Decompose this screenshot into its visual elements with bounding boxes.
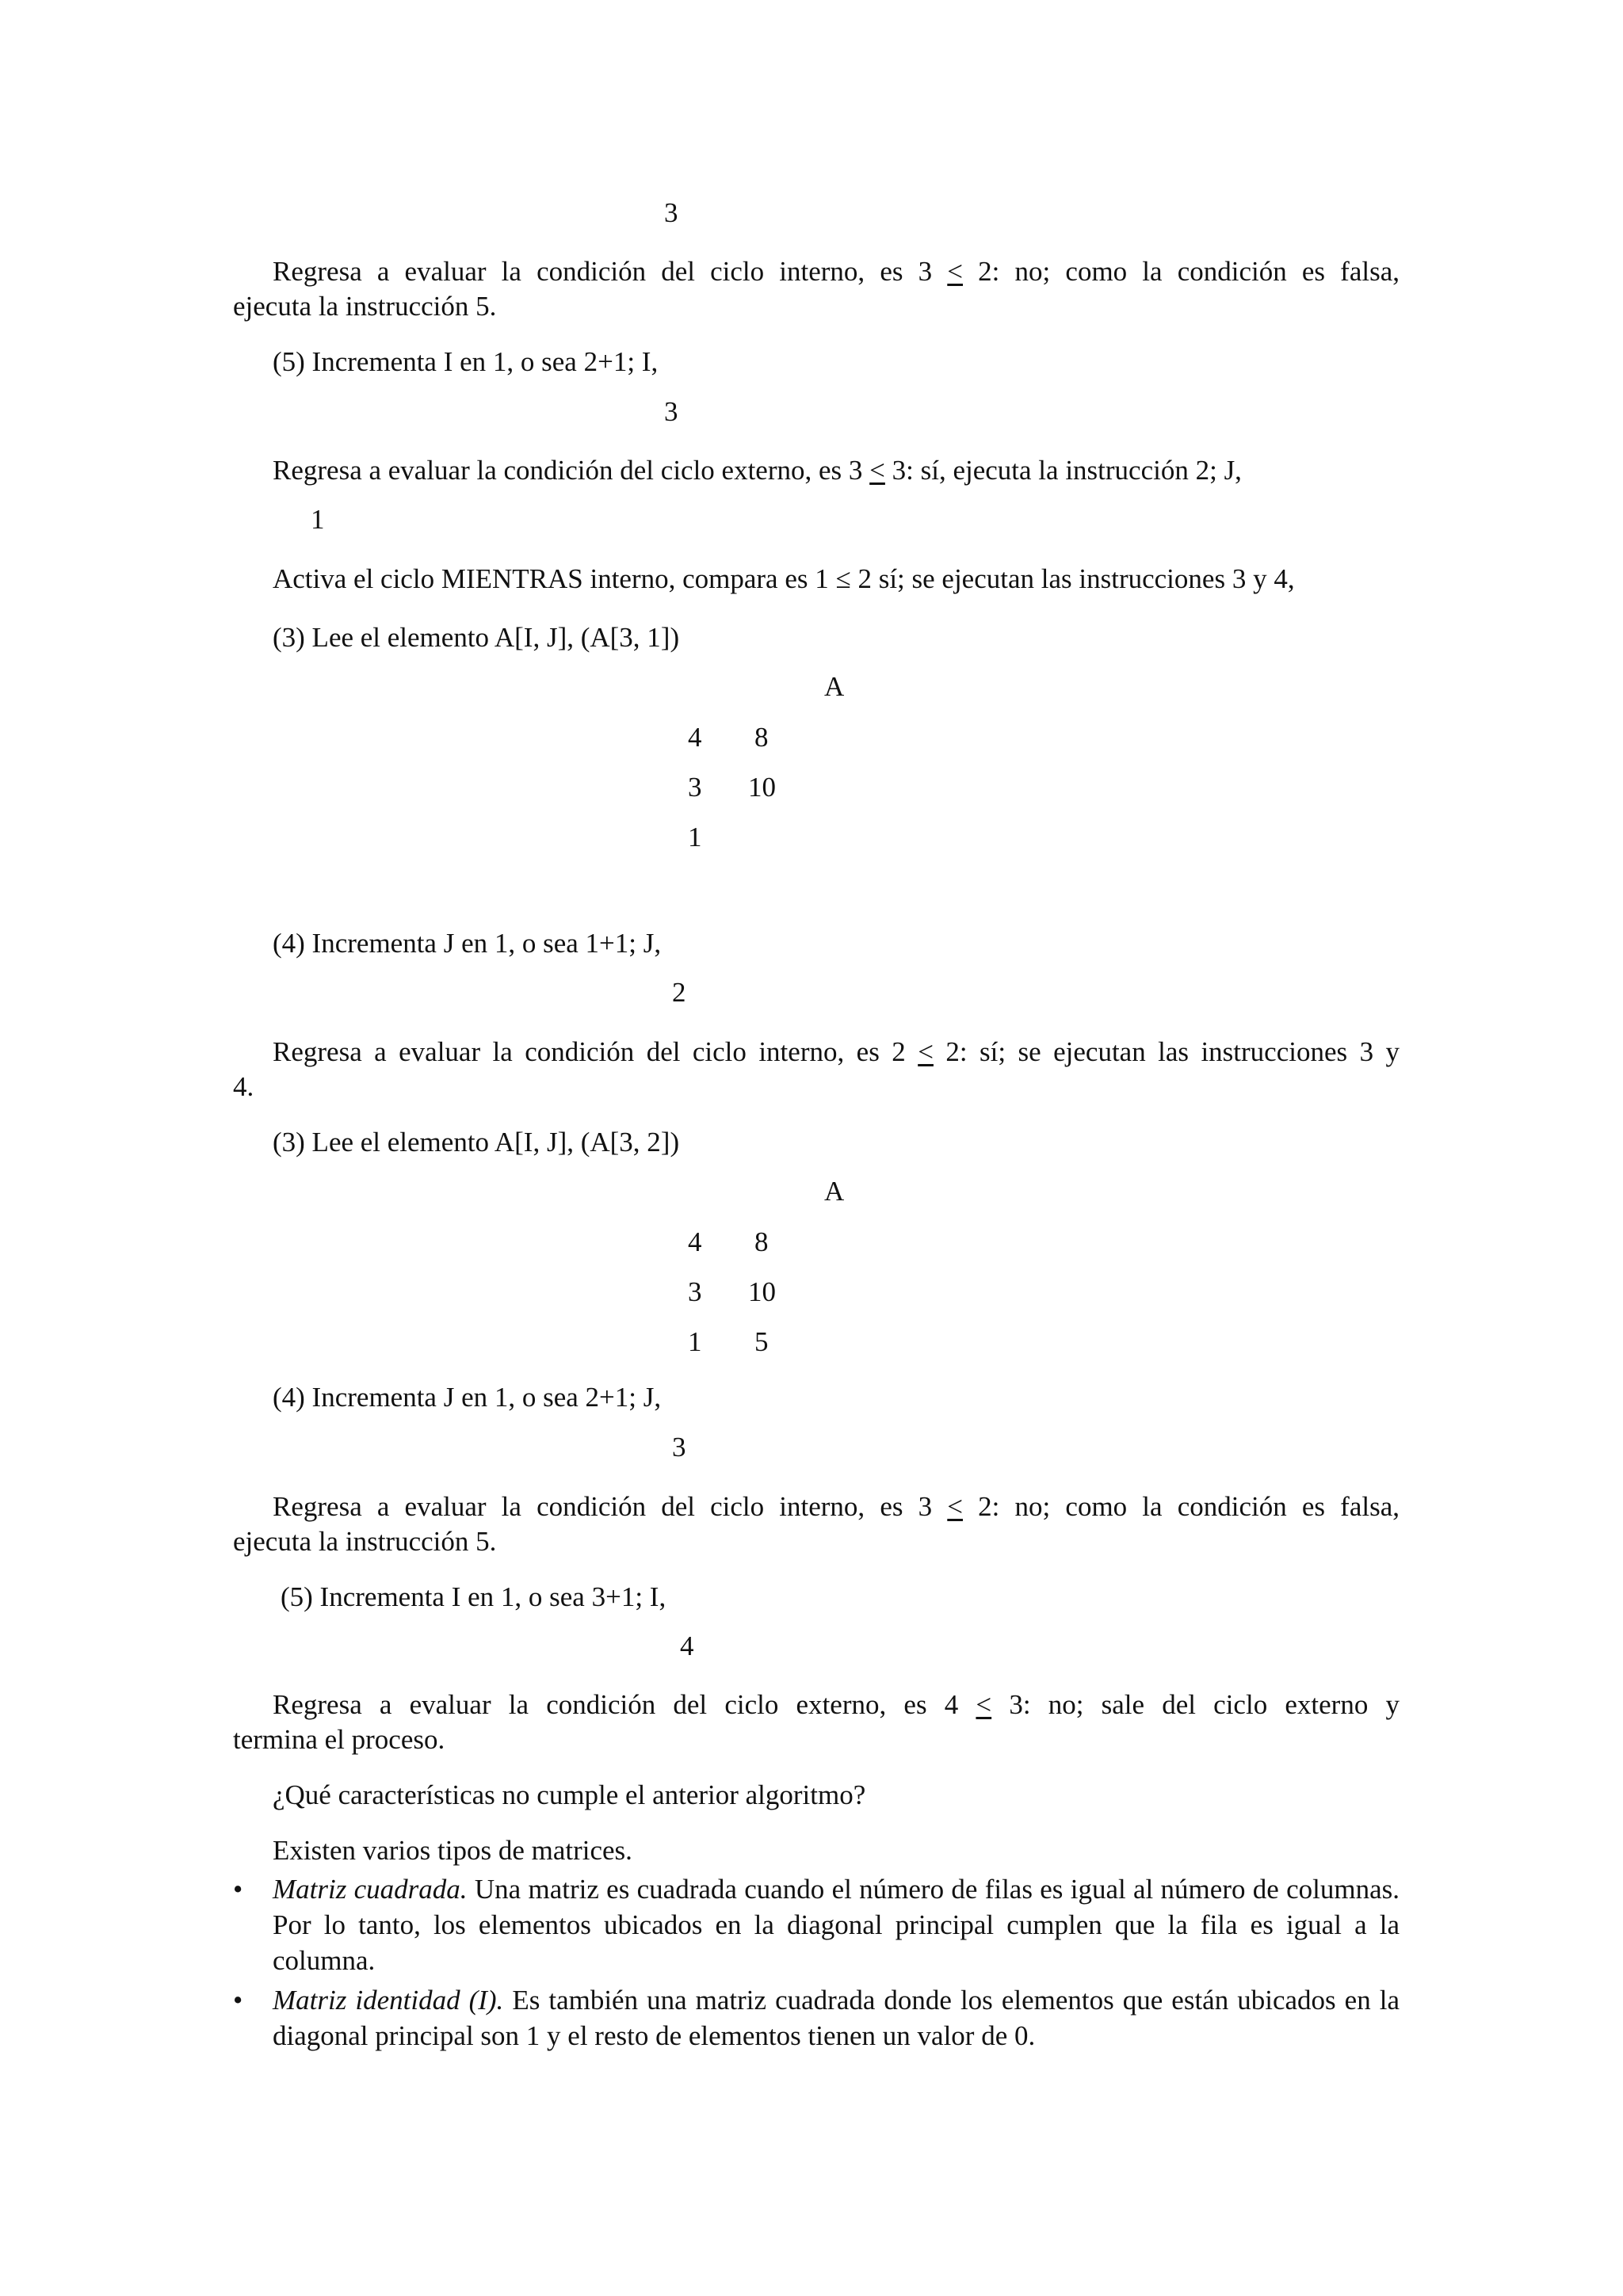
- paragraph-outer-cycle-end-line2: termina el proceso.: [233, 1724, 445, 1755]
- paragraph-inner-cycle-check-3-line2: ejecuta la instrucción 5.: [233, 1526, 497, 1557]
- value-j: 2: [672, 977, 686, 1008]
- paragraph-inner-cycle-check-1-line2: ejecuta la instrucción 5.: [233, 291, 497, 322]
- step-read-element-1: (3) Lee el elemento A[I, J], (A[3, 1]): [273, 622, 680, 653]
- bullet-identity-matrix: Matriz identidad (I). Es también una matriz cuadrada donde los elementos que están ubicados en la diagonal principal son 1 y el resto de elementos tienen un valor de 0.: [273, 1985, 1400, 2051]
- matrix-cell: 3: [688, 1276, 702, 1307]
- value-j: 1: [311, 504, 325, 535]
- matrix-cell: 8: [754, 1226, 769, 1257]
- step-read-element-2: (3) Lee el elemento A[I, J], (A[3, 2]): [273, 1127, 680, 1158]
- matrix-cell: 3: [688, 772, 702, 803]
- paragraph-inner-cycle-check-2-line2: 4.: [233, 1071, 254, 1102]
- matrix-cell: 4: [688, 1226, 702, 1257]
- matrix-cell: 8: [754, 722, 769, 753]
- paragraph-outer-cycle-end: Regresa a evaluar la condición del ciclo externo, es 4 < 3: no; sale del ciclo externo y: [273, 1689, 1400, 1720]
- matrix-label: A: [824, 671, 845, 702]
- value-i: 4: [680, 1630, 694, 1661]
- value-i-3: 3: [664, 197, 678, 228]
- matrix-cell: 1: [688, 822, 702, 852]
- matrix-cell: 10: [748, 1276, 776, 1307]
- matrix-cell: 1: [688, 1326, 702, 1357]
- paragraph-activate-inner-cycle: Activa el ciclo MIENTRAS interno, compara es 1 ≤ 2 sí; se ejecutan las instrucciones 3 y 4,: [273, 563, 1295, 594]
- value-j: 3: [672, 1432, 686, 1463]
- matrix-label: A: [824, 1176, 845, 1207]
- paragraph-inner-cycle-check-2: Regresa a evaluar la condición del ciclo interno, es 2 < 2: sí; se ejecutan las instrucciones 3 y: [273, 1036, 1400, 1067]
- matrix-cell: 5: [754, 1326, 769, 1357]
- bullet-marker: •: [233, 1985, 243, 2016]
- matrix-cell: 4: [688, 722, 702, 753]
- step-increment-i-2: (5) Incrementa I en 1, o sea 3+1; I,: [281, 1581, 666, 1612]
- bullet-square-matrix: Matriz cuadrada. Una matriz es cuadrada cuando el número de filas es igual al número de columnas. Por lo tanto, los elementos ubicados en la diagonal principal cumplen que la fila es igual a la columna.: [273, 1874, 1400, 1976]
- paragraph-inner-cycle-check-1: Regresa a evaluar la condición del ciclo interno, es 3 < 2: no; como la condición es falsa,: [273, 256, 1400, 287]
- question: ¿Qué características no cumple el anterior algoritmo?: [273, 1779, 866, 1810]
- paragraph-inner-cycle-check-3: Regresa a evaluar la condición del ciclo interno, es 3 < 2: no; como la condición es falsa,: [273, 1491, 1400, 1522]
- bullet-marker: •: [233, 1874, 243, 1905]
- step-increment-j-2: (4) Incrementa J en 1, o sea 2+1; J,: [273, 1382, 662, 1413]
- matrix-cell: 10: [748, 772, 776, 803]
- step-increment-j-1: (4) Incrementa J en 1, o sea 1+1; J,: [273, 928, 662, 959]
- value-i: 3: [664, 396, 678, 427]
- paragraph-matrix-types: Existen varios tipos de matrices.: [273, 1835, 632, 1866]
- paragraph-outer-cycle-check: Regresa a evaluar la condición del ciclo externo, es 3 < 3: sí, ejecuta la instrucción 2; J,: [273, 455, 1242, 486]
- step-increment-i: (5) Incrementa I en 1, o sea 2+1; I,: [273, 346, 659, 377]
